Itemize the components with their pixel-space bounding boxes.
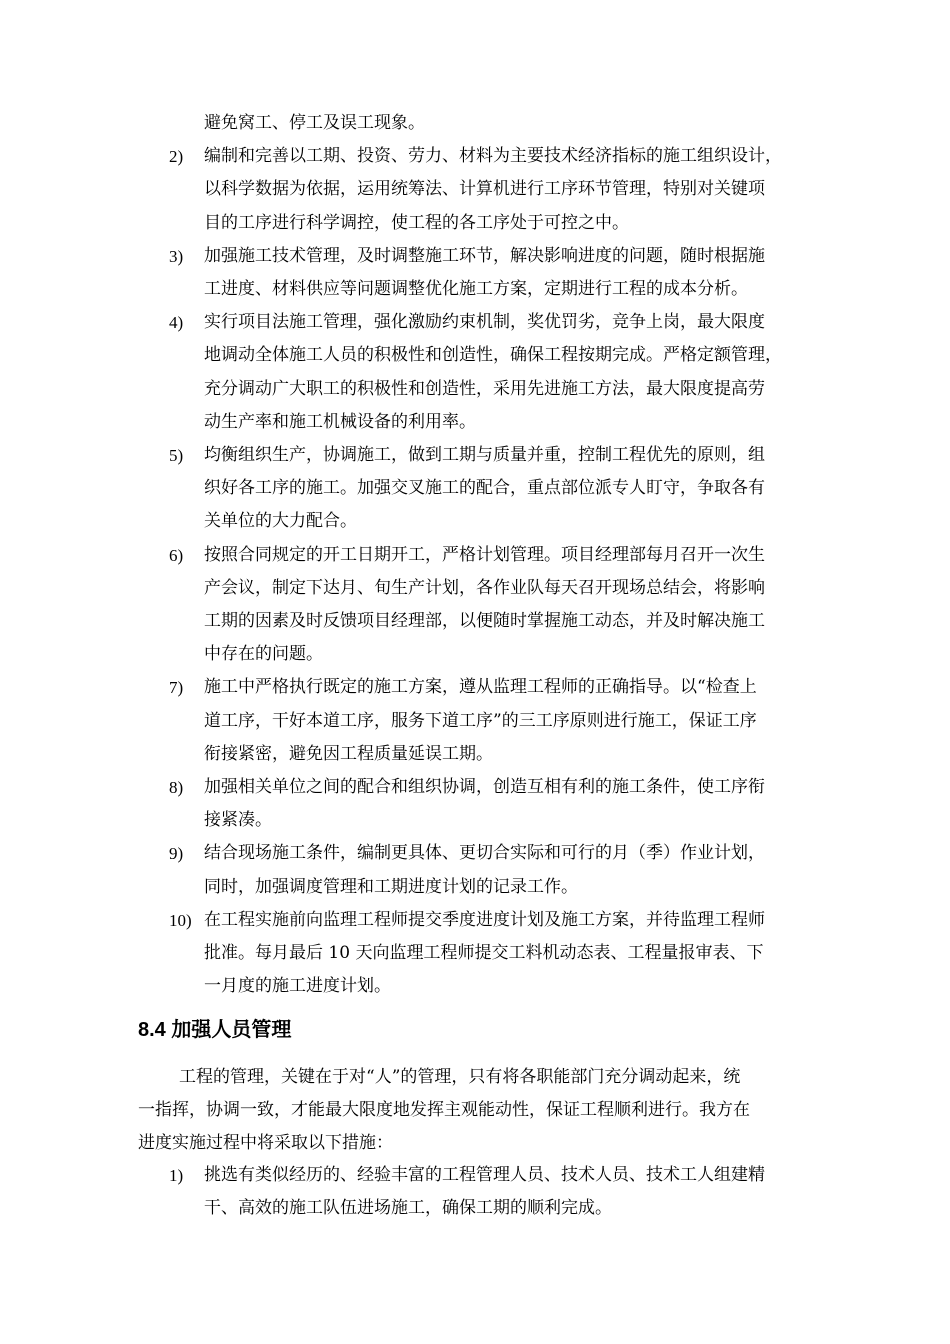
list-item [0, 306, 950, 439]
text-line: 按照合同规定的开工日期开工，严格计划管理。项目经理部每月召开一次生 [204, 544, 765, 565]
text-line: 工进度、材料供应等问题调整优化施工方案，定期进行工程的成本分析。 [204, 279, 748, 300]
text-line: 织好各工序的施工。加强交叉施工的配合，重点部位派专人盯守，争取各有 [204, 478, 765, 499]
text-line: 批准。每月最后 10 天向监理工程师提交工料机动态表、工程量报审表、下 [204, 943, 764, 964]
list-item-number: 8) [169, 778, 184, 798]
text-line: 施工中严格执行既定的施工方案，遵从监理工程师的正确指导。以“检查上 [204, 677, 757, 698]
list-item [0, 439, 950, 539]
list-item-text [0, 140, 844, 240]
list-item [0, 904, 950, 1004]
text-line: 地调动全体施工人员的积极性和创造性，确保工程按期完成。严格定额管理， [204, 345, 782, 366]
list-item-number: 5) [169, 446, 184, 466]
list-item-number: 2) [169, 147, 184, 167]
text-line: 关单位的大力配合。 [204, 511, 357, 532]
text-line: 加强相关单位之间的配合和组织协调，创造互相有利的施工条件，使工序衔 [204, 777, 765, 798]
list-item [0, 140, 950, 240]
text-line: 同时，加强调度管理和工期进度计划的记录工作。 [204, 876, 578, 897]
text-line: 工程的管理，关键在于对“人”的管理，只有将各职能部门充分调动起来，统 [179, 1067, 741, 1087]
list-item-number: 10) [169, 910, 192, 930]
list-item [0, 771, 950, 837]
text-line: 干、高效的施工队伍进场施工，确保工期的顺利完成。 [204, 1198, 612, 1219]
list-item [0, 107, 950, 140]
text-line: 挑选有类似经历的、经验丰富的工程管理人员、技术人员、技术工人组建精 [204, 1165, 765, 1185]
text-line: 衔接紧密，避免因工程质量延误工期。 [204, 743, 493, 764]
body-paragraph [0, 1061, 950, 1161]
text-line: 一指挥，协调一致，才能最大限度地发挥主观能动性，保证工程顺利进行。我方在 [138, 1100, 750, 1121]
text-line: 实行项目法施工管理，强化激励约束机制，奖优罚劣，竞争上岗，最大限度 [204, 312, 765, 333]
list-item-number: 3) [169, 246, 184, 266]
list-item-text [0, 439, 844, 539]
list-item-text [0, 539, 844, 672]
list-item [0, 1159, 950, 1225]
list-item [0, 240, 950, 306]
list-item [0, 837, 950, 903]
list-item-text [0, 837, 844, 903]
text-line: 加强施工技术管理，及时调整施工环节，解决影响进度的问题，随时根据施 [204, 245, 765, 266]
list-item-text [0, 904, 844, 1004]
text-line: 动生产率和施工机械设备的利用率。 [204, 411, 476, 432]
text-line: 在工程实施前向监理工程师提交季度进度计划及施工方案，并待监理工程师 [204, 909, 765, 930]
text-line: 进度实施过程中将采取以下措施： [138, 1133, 393, 1154]
list-item-text [0, 771, 844, 837]
measures-list [0, 107, 950, 1003]
list-item-number: 4) [169, 313, 184, 333]
list-item-text [0, 1159, 844, 1225]
text-line: 以科学数据为依据，运用统筹法、计算机进行工序环节管理，特别对关键项 [204, 179, 765, 200]
text-line: 充分调动广大职工的积极性和创造性，采用先进施工方法，最大限度提高劳 [204, 378, 765, 399]
text-line: 编制和完善以工期、投资、劳力、材料为主要技术经济指标的施工组织设计， [204, 146, 782, 167]
list-item-text [0, 240, 844, 306]
list-item-text [0, 671, 844, 771]
list-item [0, 539, 950, 672]
text-line: 工期的因素及时反馈项目经理部，以便随时掌握施工动态，并及时解决施工 [204, 611, 765, 632]
personnel-measures-list [0, 1159, 950, 1225]
text-line: 结合现场施工条件，编制更具体、更切合实际和可行的月（季）作业计划， [204, 843, 765, 864]
section-heading: 8.4 加强人员管理 [138, 1019, 292, 1041]
list-item-number: 6) [169, 545, 184, 565]
list-item-number: 9) [169, 844, 184, 864]
text-line: 一月度的施工进度计划。 [204, 976, 391, 997]
list-item [0, 671, 950, 771]
list-item-text [0, 107, 844, 140]
text-line: 避免窝工、停工及误工现象。 [204, 113, 425, 133]
text-line: 接紧凑。 [204, 810, 272, 831]
text-line: 产会议，制定下达月、旬生产计划，各作业队每天召开现场总结会，将影响 [204, 577, 765, 598]
text-line: 中存在的问题。 [204, 644, 323, 665]
list-item-number: 7) [169, 678, 184, 698]
list-item-number: 1) [169, 1166, 184, 1185]
text-line: 道工序，干好本道工序，服务下道工序”的三工序原则进行施工，保证工序 [204, 710, 757, 731]
text-line: 均衡组织生产，协调施工，做到工期与质量并重，控制工程优先的原则，组 [204, 445, 765, 466]
text-line: 目的工序进行科学调控，使工程的各工序处于可控之中。 [204, 212, 629, 233]
list-item-text [0, 306, 844, 439]
